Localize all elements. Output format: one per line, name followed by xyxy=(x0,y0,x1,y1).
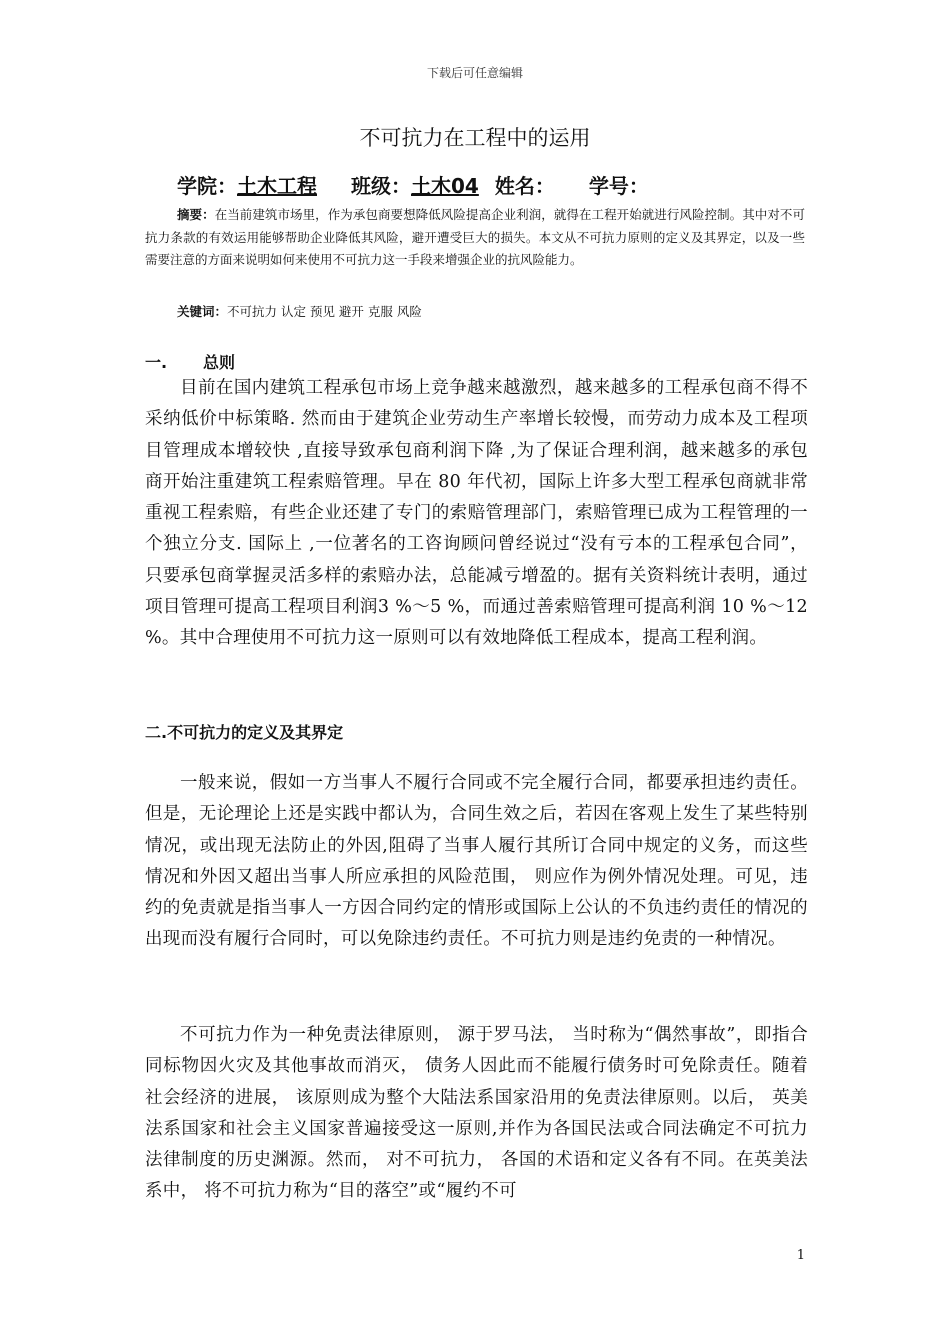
section-2-paragraph-2: 不可抗力作为一种免责法律原则， 源于罗马法， 当时称为“偶然事故”，即指合同标物因火灾及其他事故而消灭， 债务人因此而不能履行债务时可免除责任。随着社会经济的进展， 该原则成为整个大陆法系国家沿用的免责法律原则。以后， 英美法系国家和社会主义国家普遍接受这一原则,并作为各国民法或合同法确定不可抗力法律制度的历史渊源。然而， 对不可抗力， 各国的术语和定义各有不同。在英美法系中， 将不可抗力称为“目的落空”或“履约不可 xyxy=(145,1025,808,1202)
class-value: 土木04 xyxy=(411,174,479,198)
abstract-label: 摘要： xyxy=(177,207,215,222)
section-1-heading xyxy=(145,350,235,373)
student-id-label: 学号： xyxy=(588,174,649,198)
class-label: 班级： xyxy=(351,174,411,198)
header-note: 下载后可任意编辑 xyxy=(426,66,523,80)
document-title: 不可抗力在工程中的运用 xyxy=(359,126,591,150)
keywords-text: 不可抗力 认定 预见 避开 克服 风险 xyxy=(227,304,422,319)
abstract-text: 在当前建筑市场里，作为承包商要想降低风险提高企业利润，就得在工程开始就进行风险控制。其中对不可抗力条款的有效运用能够帮助企业降低其风险，避开遭受巨大的损失。本文从不可抗力原则的定义及其界定，以及一些需要注意的方面来说明如何来使用不可抗力这一手段来增强企业的抗风险能力。 xyxy=(145,207,805,267)
abstract xyxy=(145,204,805,272)
section-2-heading: 二.不可抗力的定义及其界定 xyxy=(145,723,344,742)
section-1-title: 总则 xyxy=(203,353,236,372)
section-1-number: 一. xyxy=(145,353,168,372)
name-label: 姓名： xyxy=(494,174,555,198)
keywords xyxy=(177,302,422,320)
college-label: 学院： xyxy=(177,174,237,198)
page-number: 1 xyxy=(796,1248,805,1263)
keywords-label: 关键词： xyxy=(177,304,228,319)
college-value: 土木工程 xyxy=(237,174,317,198)
section-2-paragraph-1: 一般来说，假如一方当事人不履行合同或不完全履行合同，都要承担违约责任。但是，无论理论上还是实践中都认为，合同生效之后，若因在客观上发生了某些特别情况，或出现无法防止的外因,阻碍了当事人履行其所订合同中规定的义务，而这些情况和外因又超出当事人所应承担的风险范围， 则应作为例外情况处理。可见，违约的免责就是指当事人一方因合同约定的情形或国际上公认的不负违约责任的情况的出现而没有履行合同时，可以免除违约责任。不可抗力则是违约免责的一种情况。 xyxy=(145,773,808,950)
section-1-paragraph: 目前在国内建筑工程承包市场上竞争越来越激烈，越来越多的工程承包商不得不采纳低价中标策略. 然而由于建筑企业劳动生产率增长较慢，而劳动力成本及工程项目管理成本增较快 ,直接导致承包商利润下降 ,为了保证合理利润，越来越多的承包商开始注重建筑工程索赔管理。早在 80 年代初，国际上许多大型工程承包商就非常重视工程索赔，有些企业还建了专门的索赔管理部门，索赔管理已成为工程管理的一个独立分支. 国际上 ,一位著名的工咨询顾问曾经说过“没有亏本的工程承包合同”，只要承包商掌握灵活多样的索赔办法，总能减亏增盈的。据有关资料统计表明，通过项目管理可提高工程项目利润3 %～5 %，而通过善索赔管理可提高利润 10 %～12 %。其中合理使用不可抗力这一原则可以有效地降低工程成本，提高工程利润。 xyxy=(145,378,808,649)
student-info-line xyxy=(177,170,649,199)
